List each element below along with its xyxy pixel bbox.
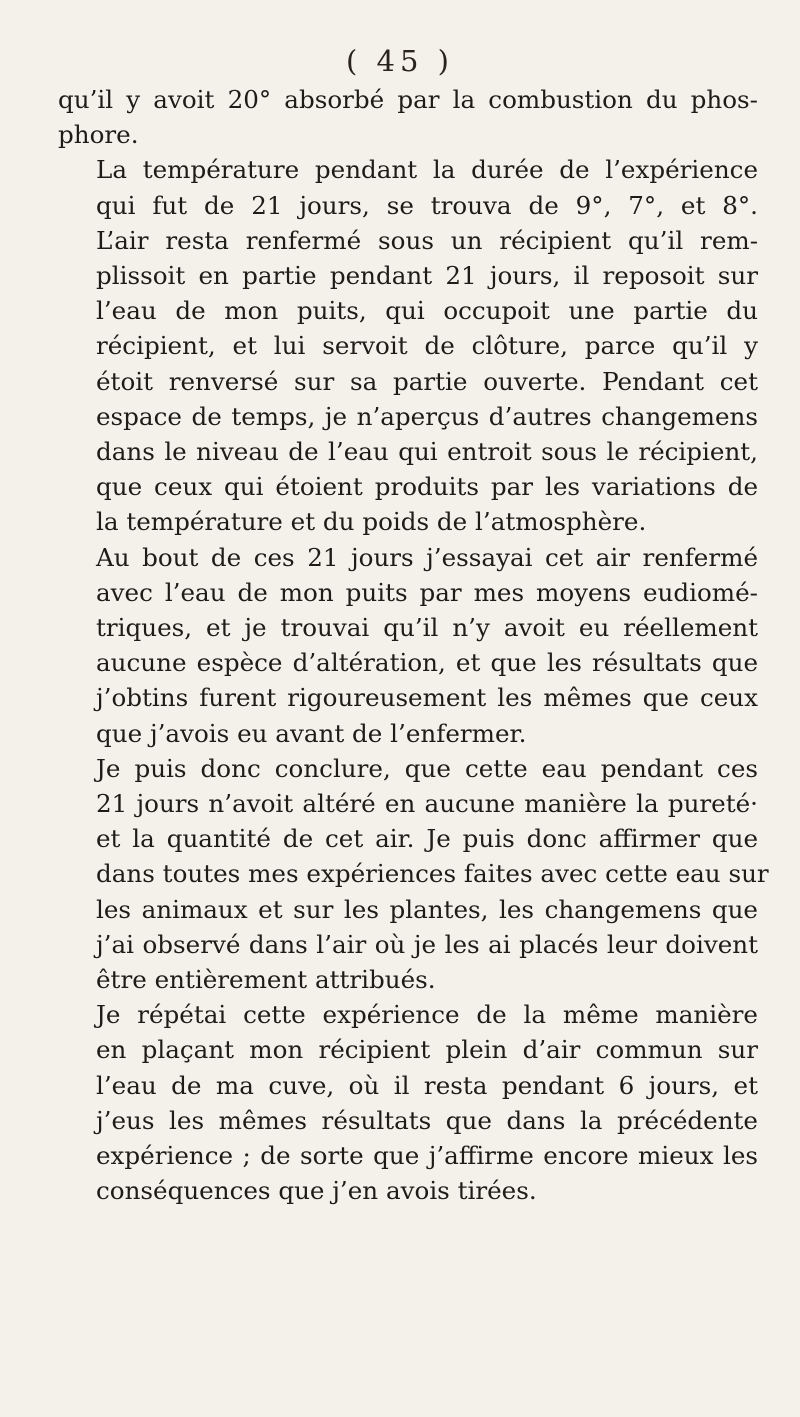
text-line: dans toutes mes expériences faites avec cette eau sur [96, 859, 769, 889]
text-line: espace de temps, je n’aperçus d’autres changemens [96, 401, 758, 431]
body-text [58, 82, 769, 1209]
paragraph [58, 997, 758, 1208]
text-line: l’eau de mon puits, qui occupoit une partie du [96, 296, 758, 326]
text-line: j’ai observé dans l’air où je les ai placés leur doivent [96, 929, 758, 959]
text-line: la température et du poids de l’atmosphère. [96, 507, 647, 537]
text-line: Au bout de ces 21 jours j’essayai cet air renfermé [96, 542, 758, 572]
text-line: que j’avois eu avant de l’enfermer. [96, 718, 527, 748]
text-line: être entièrement attribués. [96, 965, 436, 995]
text-line: avec l’eau de mon puits par mes moyens eudiomé- [96, 577, 758, 607]
text-line: aucune espèce d’altération, et que les résultats que [96, 648, 758, 678]
paragraph [58, 152, 758, 539]
paragraph [58, 82, 758, 152]
text-line: étoit renversé sur sa partie ouverte. Pendant cet [96, 366, 758, 396]
text-line: 21 jours n’avoit altéré en aucune manière la pureté· [96, 789, 758, 819]
text-line: l’eau de ma cuve, où il resta pendant 6 jours, et [96, 1070, 758, 1100]
text-line: récipient, et lui servoit de clôture, parce qu’il y [96, 331, 758, 361]
text-line: les animaux et sur les plantes, les changemens que [96, 894, 758, 924]
paragraph [58, 540, 758, 751]
text-line: conséquences que j’en avois tirées. [96, 1176, 537, 1206]
text-line: et la quantité de cet air. Je puis donc affirmer que [96, 824, 758, 854]
paragraph [58, 751, 769, 997]
text-line: expérience ; de sorte que j’affirme encore mieux les [96, 1141, 758, 1171]
page-number: ( 45 ) [346, 44, 454, 78]
text-line: j’eus les mêmes résultats que dans la précédente [96, 1105, 758, 1135]
text-line: dans le niveau de l’eau qui entroit sous le récipient, [96, 437, 758, 467]
text-line: que ceux qui étoient produits par les variations de [96, 472, 758, 502]
text-line: plissoit en partie pendant 21 jours, il reposoit sur [96, 261, 758, 291]
text-line: Je répétai cette expérience de la même manière [96, 1000, 758, 1030]
text-line: qu’il y avoit 20° absorbé par la combustion du phos- [58, 85, 758, 114]
text-line: Je puis donc conclure, que cette eau pendant ces [96, 753, 758, 783]
text-line: qui fut de 21 jours, se trouva de 9°, 7°, et 8°. [96, 190, 758, 220]
text-line: phore. [58, 120, 139, 150]
text-line: j’obtins furent rigoureusement les mêmes que ceux [96, 683, 758, 713]
text-line: L’air resta renfermé sous un récipient qu’il rem- [96, 225, 758, 255]
text-line: triques, et je trouvai qu’il n’y avoit eu réellement [96, 613, 758, 643]
text-line: La température pendant la durée de l’expérience [96, 155, 758, 185]
text-line: en plaçant mon récipient plein d’air commun sur [96, 1035, 758, 1065]
